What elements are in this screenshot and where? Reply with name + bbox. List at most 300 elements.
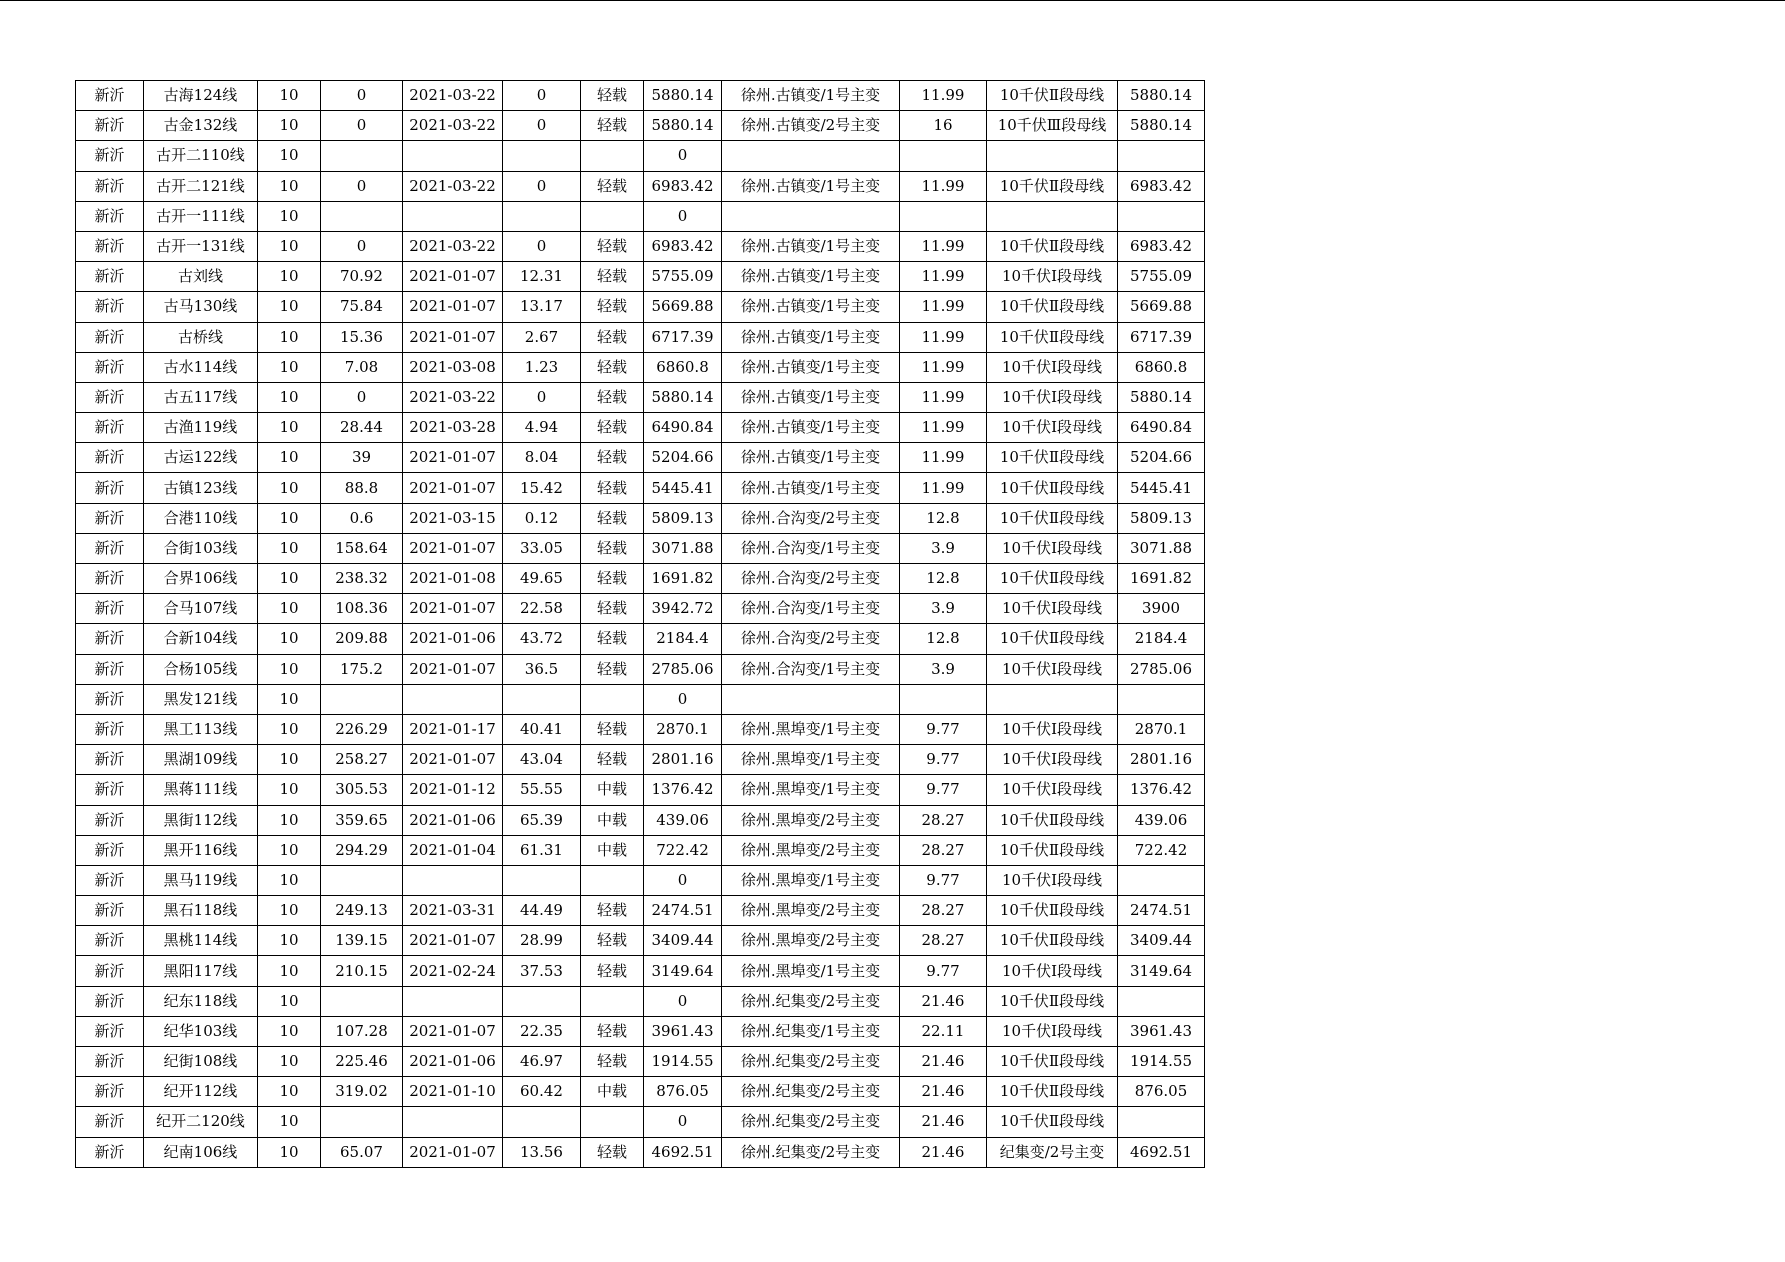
capacity-cell: 2870.1 [1118,714,1205,744]
bus-section-cell: 10千伏Ⅱ段母线 [987,624,1118,654]
capacity-cell: 5755.09 [1118,262,1205,292]
bus-section-cell: 10千伏Ⅱ段母线 [987,81,1118,111]
capacity-cell [1118,865,1205,895]
spreadsheet-page [75,80,1205,1168]
transformer-load-rate-cell: 11.99 [900,443,987,473]
transformer-cell: 徐州.古镇变/1号主变 [722,231,900,261]
transformer-load-rate-cell: 21.46 [900,1047,987,1077]
transformer-load-rate-cell: 11.99 [900,81,987,111]
transformer-load-rate-cell: 11.99 [900,352,987,382]
transformer-load-rate-cell: 12.8 [900,503,987,533]
load-status-cell: 轻载 [581,503,644,533]
load-status-cell: 轻载 [581,292,644,322]
bus-section-cell: 10千伏Ⅰ段母线 [987,533,1118,563]
county-cell: 新沂 [76,1047,144,1077]
voltage-cell: 10 [258,533,321,563]
load-status-cell: 轻载 [581,533,644,563]
bus-section-cell: 10千伏Ⅰ段母线 [987,262,1118,292]
max-current-cell: 65.07 [321,1137,403,1167]
load-rate-cell [503,684,581,714]
load-status-cell [581,684,644,714]
voltage-cell: 10 [258,1107,321,1137]
county-cell: 新沂 [76,654,144,684]
load-rate-cell: 13.56 [503,1137,581,1167]
capacity-cell: 1376.42 [1118,775,1205,805]
load-status-cell: 轻载 [581,352,644,382]
load-status-cell [581,1107,644,1137]
capacity-cell: 2801.16 [1118,745,1205,775]
transformer-load-rate-cell: 3.9 [900,533,987,563]
max-current-cell: 88.8 [321,473,403,503]
capacity-cell [1118,201,1205,231]
voltage-cell: 10 [258,111,321,141]
load-rate-cell: 44.49 [503,896,581,926]
max-load-date-cell: 2021-03-22 [403,231,503,261]
voltage-cell: 10 [258,473,321,503]
load-rate-cell: 0 [503,382,581,412]
voltage-cell: 10 [258,684,321,714]
voltage-cell: 10 [258,322,321,352]
county-cell: 新沂 [76,1016,144,1046]
line-name-cell: 古桥线 [144,322,258,352]
county-cell: 新沂 [76,594,144,624]
transformer-load-rate-cell: 9.77 [900,865,987,895]
county-cell: 新沂 [76,1077,144,1107]
line-name-cell: 黑发121线 [144,684,258,714]
transformer-load-rate-cell: 11.99 [900,382,987,412]
max-current-cell: 15.36 [321,322,403,352]
bus-section-cell [987,684,1118,714]
voltage-cell: 10 [258,594,321,624]
max-current-cell: 294.29 [321,835,403,865]
voltage-cell: 10 [258,564,321,594]
table-row [76,594,1205,624]
max-current-cell: 28.44 [321,413,403,443]
bus-section-cell: 10千伏Ⅱ段母线 [987,171,1118,201]
table-row [76,745,1205,775]
capacity-cell: 2184.4 [1118,624,1205,654]
load-rate-cell: 33.05 [503,533,581,563]
load-status-cell: 轻载 [581,111,644,141]
load-status-cell: 轻载 [581,745,644,775]
max-load-date-cell [403,865,503,895]
max-current-cell: 0 [321,81,403,111]
bus-section-cell: 10千伏Ⅰ段母线 [987,413,1118,443]
max-current-cell: 319.02 [321,1077,403,1107]
capacity-cell: 6717.39 [1118,322,1205,352]
max-load-date-cell: 2021-01-06 [403,805,503,835]
line-name-cell: 纪南106线 [144,1137,258,1167]
voltage-cell: 10 [258,231,321,261]
load-status-cell: 中载 [581,835,644,865]
transformer-cell [722,201,900,231]
county-cell: 新沂 [76,322,144,352]
table-row [76,865,1205,895]
available-capacity-cell: 6717.39 [644,322,722,352]
available-capacity-cell: 6983.42 [644,171,722,201]
transformer-load-rate-cell: 16 [900,111,987,141]
capacity-cell: 3961.43 [1118,1016,1205,1046]
line-name-cell: 古渔119线 [144,413,258,443]
transformer-cell: 徐州.纪集变/1号主变 [722,1016,900,1046]
load-status-cell: 中载 [581,805,644,835]
available-capacity-cell: 6490.84 [644,413,722,443]
line-name-cell: 古开一131线 [144,231,258,261]
max-load-date-cell [403,201,503,231]
table-row [76,201,1205,231]
table-row [76,413,1205,443]
transformer-cell: 徐州.合沟变/1号主变 [722,594,900,624]
bus-section-cell: 10千伏Ⅰ段母线 [987,865,1118,895]
max-current-cell: 108.36 [321,594,403,624]
capacity-cell: 5809.13 [1118,503,1205,533]
max-current-cell: 0 [321,171,403,201]
voltage-cell: 10 [258,141,321,171]
load-status-cell: 轻载 [581,382,644,412]
max-current-cell: 70.92 [321,262,403,292]
max-load-date-cell: 2021-01-17 [403,714,503,744]
line-name-cell: 合马107线 [144,594,258,624]
max-load-date-cell: 2021-01-04 [403,835,503,865]
load-status-cell: 轻载 [581,231,644,261]
county-cell: 新沂 [76,775,144,805]
line-name-cell: 古运122线 [144,443,258,473]
load-rate-cell: 22.35 [503,1016,581,1046]
line-name-cell: 合港110线 [144,503,258,533]
transformer-cell: 徐州.古镇变/1号主变 [722,81,900,111]
load-rate-cell: 0 [503,111,581,141]
capacity-cell: 5669.88 [1118,292,1205,322]
load-rate-cell: 0 [503,231,581,261]
available-capacity-cell: 0 [644,986,722,1016]
load-status-cell: 轻载 [581,171,644,201]
line-name-cell: 古镇123线 [144,473,258,503]
max-load-date-cell [403,141,503,171]
max-load-date-cell: 2021-01-07 [403,322,503,352]
line-name-cell: 纪开112线 [144,1077,258,1107]
capacity-cell: 1914.55 [1118,1047,1205,1077]
available-capacity-cell: 5755.09 [644,262,722,292]
available-capacity-cell: 3961.43 [644,1016,722,1046]
max-load-date-cell: 2021-01-08 [403,564,503,594]
max-current-cell: 7.08 [321,352,403,382]
line-name-cell: 古开一111线 [144,201,258,231]
max-current-cell: 210.15 [321,956,403,986]
line-name-cell: 合街103线 [144,533,258,563]
available-capacity-cell: 2474.51 [644,896,722,926]
table-row [76,262,1205,292]
table-row [76,111,1205,141]
bus-section-cell: 10千伏Ⅱ段母线 [987,1047,1118,1077]
transformer-cell: 徐州.古镇变/1号主变 [722,413,900,443]
county-cell: 新沂 [76,443,144,473]
load-rate-cell: 22.58 [503,594,581,624]
line-name-cell: 纪开二120线 [144,1107,258,1137]
load-status-cell: 中载 [581,1077,644,1107]
county-cell: 新沂 [76,896,144,926]
transformer-load-rate-cell: 21.46 [900,1137,987,1167]
county-cell: 新沂 [76,292,144,322]
voltage-cell: 10 [258,714,321,744]
available-capacity-cell: 1914.55 [644,1047,722,1077]
bus-section-cell: 10千伏Ⅲ段母线 [987,111,1118,141]
transformer-cell: 徐州.纪集变/2号主变 [722,1137,900,1167]
table-row [76,564,1205,594]
transformer-load-rate-cell: 21.46 [900,1107,987,1137]
transformer-cell: 徐州.合沟变/2号主变 [722,624,900,654]
max-current-cell [321,141,403,171]
table-row [76,926,1205,956]
max-current-cell: 0.6 [321,503,403,533]
load-rate-cell: 46.97 [503,1047,581,1077]
load-rate-cell: 43.72 [503,624,581,654]
transformer-cell: 徐州.黑埠变/1号主变 [722,745,900,775]
capacity-cell [1118,141,1205,171]
max-current-cell: 209.88 [321,624,403,654]
transformer-load-rate-cell: 12.8 [900,564,987,594]
voltage-cell: 10 [258,443,321,473]
transformer-cell: 徐州.合沟变/1号主变 [722,654,900,684]
transformer-load-rate-cell: 21.46 [900,986,987,1016]
transformer-load-rate-cell [900,201,987,231]
load-rate-cell: 36.5 [503,654,581,684]
max-load-date-cell: 2021-03-31 [403,896,503,926]
voltage-cell: 10 [258,413,321,443]
table-row [76,896,1205,926]
bus-section-cell: 10千伏Ⅱ段母线 [987,805,1118,835]
transformer-load-rate-cell: 28.27 [900,896,987,926]
available-capacity-cell: 2870.1 [644,714,722,744]
bus-section-cell: 10千伏Ⅰ段母线 [987,382,1118,412]
max-current-cell [321,1107,403,1137]
bus-section-cell: 10千伏Ⅱ段母线 [987,443,1118,473]
max-load-date-cell: 2021-01-07 [403,292,503,322]
county-cell: 新沂 [76,624,144,654]
load-status-cell: 轻载 [581,1137,644,1167]
capacity-cell: 6490.84 [1118,413,1205,443]
transformer-cell: 徐州.合沟变/2号主变 [722,503,900,533]
max-current-cell: 0 [321,382,403,412]
max-load-date-cell: 2021-01-07 [403,1016,503,1046]
line-name-cell: 黑开116线 [144,835,258,865]
available-capacity-cell: 6983.42 [644,231,722,261]
load-status-cell: 轻载 [581,926,644,956]
load-rate-cell [503,1107,581,1137]
bus-section-cell: 10千伏Ⅰ段母线 [987,714,1118,744]
max-load-date-cell: 2021-01-07 [403,654,503,684]
county-cell: 新沂 [76,714,144,744]
table-row [76,141,1205,171]
county-cell: 新沂 [76,533,144,563]
max-current-cell: 158.64 [321,533,403,563]
load-status-cell: 轻载 [581,322,644,352]
county-cell: 新沂 [76,382,144,412]
load-status-cell [581,141,644,171]
transformer-load-rate-cell: 11.99 [900,413,987,443]
available-capacity-cell: 876.05 [644,1077,722,1107]
transformer-load-rate-cell: 11.99 [900,231,987,261]
table-row [76,956,1205,986]
capacity-cell: 6983.42 [1118,231,1205,261]
table-row [76,1137,1205,1167]
line-name-cell: 古金132线 [144,111,258,141]
table-row [76,322,1205,352]
transformer-load-rate-cell: 12.8 [900,624,987,654]
max-load-date-cell [403,986,503,1016]
bus-section-cell [987,141,1118,171]
table-row [76,171,1205,201]
line-name-cell: 合界106线 [144,564,258,594]
capacity-cell: 722.42 [1118,835,1205,865]
line-name-cell: 合杨105线 [144,654,258,684]
available-capacity-cell: 5880.14 [644,382,722,412]
transformer-cell: 徐州.古镇变/2号主变 [722,111,900,141]
county-cell: 新沂 [76,805,144,835]
line-name-cell: 合新104线 [144,624,258,654]
load-status-cell: 轻载 [581,262,644,292]
max-load-date-cell: 2021-01-07 [403,262,503,292]
county-cell: 新沂 [76,81,144,111]
county-cell: 新沂 [76,473,144,503]
load-rate-cell: 15.42 [503,473,581,503]
capacity-cell [1118,684,1205,714]
bus-section-cell: 10千伏Ⅱ段母线 [987,896,1118,926]
county-cell: 新沂 [76,926,144,956]
table-row [76,1107,1205,1137]
capacity-cell: 439.06 [1118,805,1205,835]
bus-section-cell: 10千伏Ⅱ段母线 [987,1077,1118,1107]
load-rate-cell [503,986,581,1016]
load-rate-cell: 37.53 [503,956,581,986]
county-cell: 新沂 [76,956,144,986]
voltage-cell: 10 [258,926,321,956]
capacity-cell: 3409.44 [1118,926,1205,956]
load-status-cell: 轻载 [581,714,644,744]
voltage-cell: 10 [258,171,321,201]
line-name-cell: 黑桃114线 [144,926,258,956]
load-status-cell: 轻载 [581,564,644,594]
transformer-load-rate-cell: 11.99 [900,292,987,322]
max-current-cell: 39 [321,443,403,473]
voltage-cell: 10 [258,1077,321,1107]
transformer-cell: 徐州.合沟变/2号主变 [722,564,900,594]
line-name-cell: 古开二110线 [144,141,258,171]
max-load-date-cell: 2021-01-07 [403,1137,503,1167]
line-name-cell: 古刘线 [144,262,258,292]
county-cell: 新沂 [76,835,144,865]
bus-section-cell: 纪集变/2号主变 [987,1137,1118,1167]
bus-section-cell: 10千伏Ⅱ段母线 [987,926,1118,956]
transformer-load-rate-cell: 28.27 [900,805,987,835]
table-row [76,684,1205,714]
max-current-cell: 0 [321,231,403,261]
bus-section-cell: 10千伏Ⅰ段母线 [987,594,1118,624]
voltage-cell: 10 [258,1137,321,1167]
transformer-load-rate-cell: 9.77 [900,775,987,805]
line-name-cell: 纪东118线 [144,986,258,1016]
transformer-cell: 徐州.黑埠变/2号主变 [722,805,900,835]
available-capacity-cell: 2801.16 [644,745,722,775]
county-cell: 新沂 [76,111,144,141]
load-status-cell: 轻载 [581,443,644,473]
bus-section-cell: 10千伏Ⅱ段母线 [987,231,1118,261]
max-load-date-cell: 2021-01-06 [403,624,503,654]
max-current-cell: 258.27 [321,745,403,775]
bus-section-cell: 10千伏Ⅰ段母线 [987,1016,1118,1046]
county-cell: 新沂 [76,352,144,382]
transformer-cell [722,141,900,171]
max-current-cell: 107.28 [321,1016,403,1046]
transformer-load-rate-cell: 11.99 [900,473,987,503]
available-capacity-cell: 3071.88 [644,533,722,563]
max-load-date-cell: 2021-03-28 [403,413,503,443]
load-rate-cell: 1.23 [503,352,581,382]
county-cell: 新沂 [76,231,144,261]
county-cell: 新沂 [76,1107,144,1137]
transformer-cell: 徐州.古镇变/1号主变 [722,443,900,473]
load-rate-cell: 28.99 [503,926,581,956]
feeder-load-table [75,80,1205,1168]
max-load-date-cell: 2021-02-24 [403,956,503,986]
voltage-cell: 10 [258,745,321,775]
bus-section-cell [987,201,1118,231]
voltage-cell: 10 [258,865,321,895]
line-name-cell: 古开二121线 [144,171,258,201]
load-rate-cell: 49.65 [503,564,581,594]
max-load-date-cell: 2021-03-22 [403,111,503,141]
load-status-cell [581,201,644,231]
load-rate-cell: 4.94 [503,413,581,443]
transformer-cell: 徐州.黑埠变/1号主变 [722,956,900,986]
transformer-load-rate-cell: 11.99 [900,262,987,292]
available-capacity-cell: 5445.41 [644,473,722,503]
max-load-date-cell: 2021-01-06 [403,1047,503,1077]
table-row [76,533,1205,563]
table-row [76,81,1205,111]
max-load-date-cell [403,1107,503,1137]
load-rate-cell: 0.12 [503,503,581,533]
max-load-date-cell [403,684,503,714]
max-load-date-cell: 2021-01-07 [403,533,503,563]
load-rate-cell: 43.04 [503,745,581,775]
table-row [76,624,1205,654]
available-capacity-cell: 5204.66 [644,443,722,473]
available-capacity-cell: 3149.64 [644,956,722,986]
load-status-cell: 轻载 [581,654,644,684]
available-capacity-cell: 4692.51 [644,1137,722,1167]
max-load-date-cell: 2021-01-07 [403,473,503,503]
max-current-cell [321,865,403,895]
max-current-cell: 139.15 [321,926,403,956]
voltage-cell: 10 [258,352,321,382]
max-load-date-cell: 2021-01-07 [403,594,503,624]
max-current-cell: 0 [321,111,403,141]
capacity-cell: 876.05 [1118,1077,1205,1107]
capacity-cell: 2474.51 [1118,896,1205,926]
available-capacity-cell: 0 [644,1107,722,1137]
transformer-cell: 徐州.古镇变/1号主变 [722,322,900,352]
available-capacity-cell: 0 [644,201,722,231]
voltage-cell: 10 [258,986,321,1016]
transformer-load-rate-cell: 28.27 [900,926,987,956]
voltage-cell: 10 [258,835,321,865]
county-cell: 新沂 [76,171,144,201]
line-name-cell: 黑石118线 [144,896,258,926]
available-capacity-cell: 0 [644,865,722,895]
available-capacity-cell: 6860.8 [644,352,722,382]
transformer-cell: 徐州.古镇变/1号主变 [722,382,900,412]
max-load-date-cell: 2021-03-22 [403,81,503,111]
